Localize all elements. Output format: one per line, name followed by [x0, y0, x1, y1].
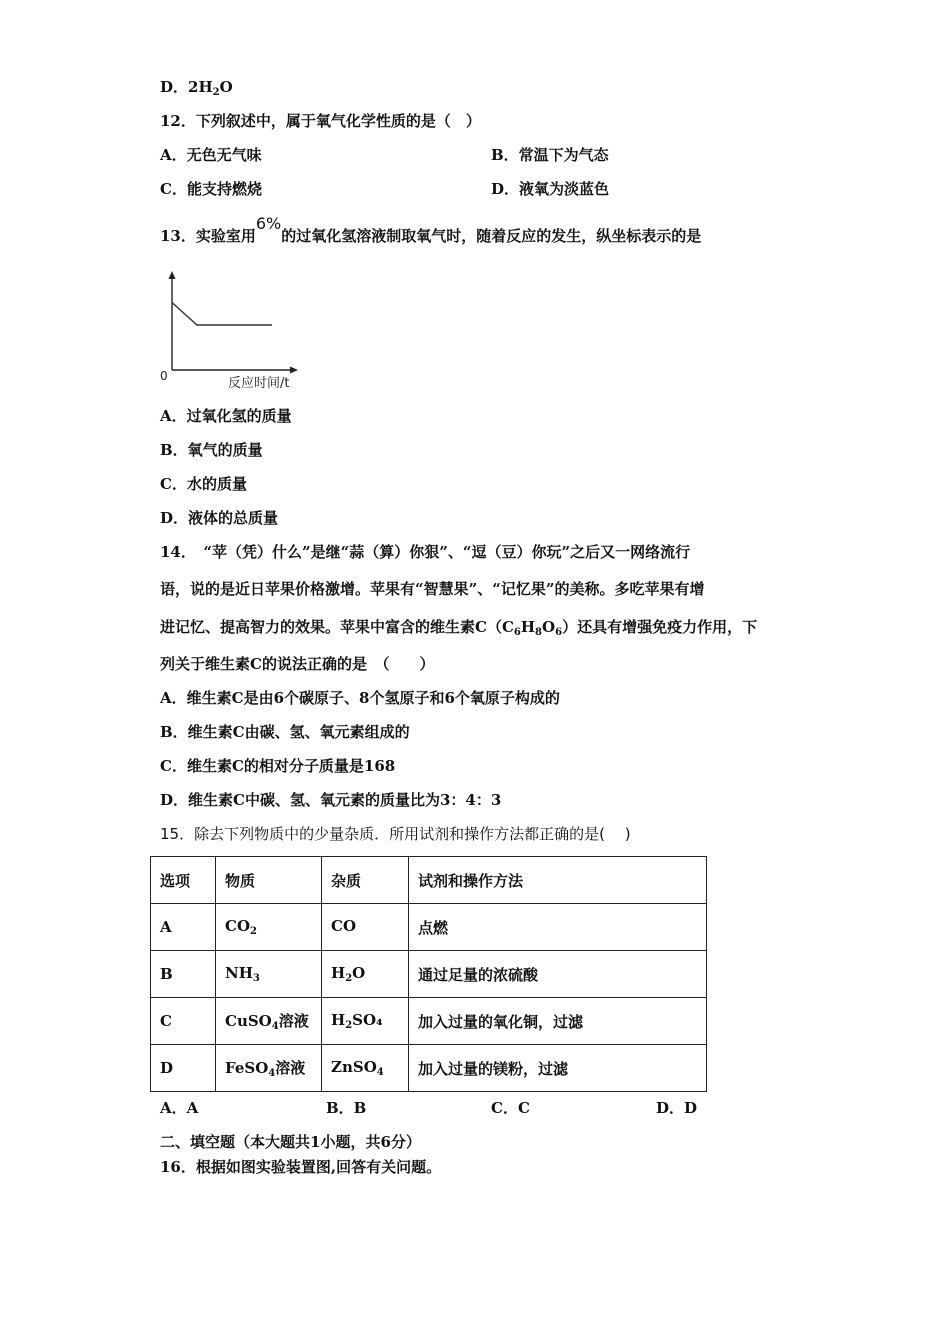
- q13-graph: [150, 266, 310, 390]
- x-axis-label: 反应时间/t: [228, 376, 290, 390]
- q13-stem-post: 的过氧化氢溶液制取氧气时，随着反应的发生，纵坐标表示的是: [281, 227, 702, 245]
- q14-line-4: 列关于维生素C的说法正确的是 （ ）: [160, 655, 435, 673]
- q15-option-c: C．C: [491, 1099, 530, 1117]
- header-impurity: 杂质: [322, 857, 409, 904]
- q13-option-d: D．液体的总质量: [160, 509, 279, 527]
- q12-option-c: C．能支持燃烧: [160, 180, 262, 198]
- cell-option: B: [151, 951, 216, 998]
- cell-impurity: ZnSO$_4$: [322, 1045, 409, 1092]
- cell-method: 点燃: [409, 904, 707, 951]
- cell-impurity: $H_2O$: [322, 951, 409, 998]
- q12-option-b: B．常温下为气态: [491, 146, 609, 164]
- section-heading: 二、填空题（本大题共1小题，共6分）: [160, 1133, 421, 1151]
- cell-option: D: [151, 1045, 216, 1092]
- cell-method: 加入过量的镁粉，过滤: [409, 1045, 707, 1092]
- q13-curve: [172, 303, 272, 326]
- cell-option: C: [151, 998, 216, 1045]
- cell-option: A: [151, 904, 216, 951]
- q12-stem: 12．下列叙述中，属于氧气化学性质的是（ ）: [160, 112, 481, 130]
- table-row: [151, 1045, 707, 1092]
- q13-percent: 6%: [255, 214, 282, 233]
- q12-option-d: D．液氧为淡蓝色: [491, 180, 610, 198]
- table-header-row: [151, 857, 707, 904]
- header-method: 试剂和操作方法: [409, 857, 707, 904]
- q14-option-d: D．维生素C中碳、氢、氧元素的质量比为3：4：3: [160, 791, 502, 809]
- header-option: 选项: [151, 857, 216, 904]
- q14-option-c: C．维生素C的相对分子质量是168: [160, 757, 396, 775]
- cell-substance: $NH_3$: [216, 951, 322, 998]
- q15-option-b: B．B: [326, 1099, 367, 1117]
- q13-stem: [160, 214, 702, 246]
- origin-label: 0: [160, 369, 168, 383]
- q14-line-1: 14． “苹（凭）什么”是继“蒜（算）你狠”、“逗（豆）你玩”之后又一网络流行: [160, 543, 691, 561]
- cell-impurity: CO: [322, 904, 409, 951]
- q14-line-2: 语，说的是近日苹果价格激增。苹果有“智慧果”、“记忆果”的美称。多吃苹果有增: [160, 580, 705, 598]
- q15-option-a: A．A: [160, 1099, 199, 1117]
- cell-substance: $CO_2$: [216, 904, 322, 951]
- table-row: [151, 904, 707, 951]
- cell-method: 加入过量的氧化铜，过滤: [409, 998, 707, 1045]
- header-substance: 物质: [216, 857, 322, 904]
- cell-substance: FeSO$_4$溶液: [216, 1045, 322, 1092]
- x-axis-arrow: [290, 367, 298, 374]
- q14-option-a: A．维生素C是由6个碳原子、8个氢原子和6个氧原子构成的: [160, 689, 560, 707]
- q15-stem: 15．除去下列物质中的少量杂质．所用试剂和操作方法都正确的是( ): [160, 825, 631, 843]
- cell-impurity: $H_2SO_4$: [322, 998, 409, 1045]
- q13-option-c: C．水的质量: [160, 475, 247, 493]
- table-row: [151, 951, 707, 998]
- q13-option-b: B．氧气的质量: [160, 441, 263, 459]
- q16-stem: 16．根据如图实验装置图,回答有关问题。: [160, 1158, 442, 1176]
- cell-substance: CuSO$_4$溶液: [216, 998, 322, 1045]
- y-axis-arrow: [169, 271, 176, 279]
- q11-option-d: D．$2H_2O$: [160, 78, 233, 98]
- table-row: [151, 998, 707, 1045]
- q14-line-3: 进记忆、提高智力的效果。苹果中富含的维生素$C(C_6H_8O_6)$还具有增强免疫力作用，下: [160, 618, 758, 638]
- q13-stem-pre: 13．实验室用: [160, 227, 256, 245]
- q12-option-a: A．无色无气味: [160, 146, 262, 164]
- q13-option-a: A．过氧化氢的质量: [160, 407, 292, 425]
- q14-option-b: B．维生素C由碳、氢、氧元素组成的: [160, 723, 410, 741]
- q15-table: [150, 856, 707, 1092]
- q15-option-d: D．D: [656, 1099, 698, 1117]
- cell-method: 通过足量的浓硫酸: [409, 951, 707, 998]
